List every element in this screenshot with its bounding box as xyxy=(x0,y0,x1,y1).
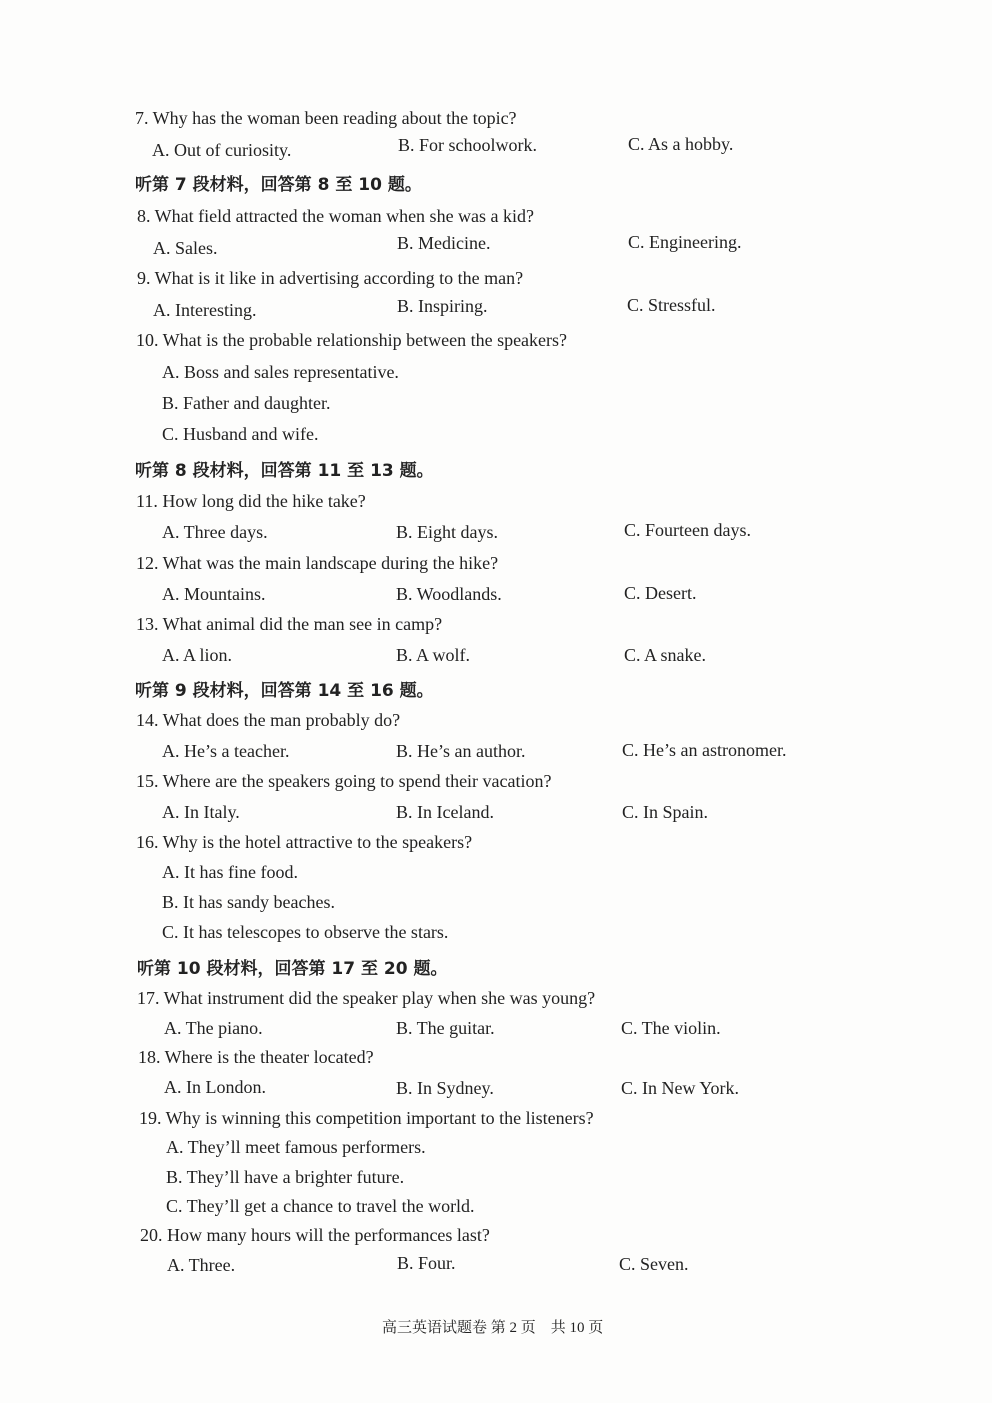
question-7: 7. Why has the woman been reading about the topic? xyxy=(135,108,517,128)
question-17-option-b: B. The guitar. xyxy=(396,1018,495,1038)
question-16-option-a: A. It has fine food. xyxy=(162,862,298,882)
question-17-option-c: C. The violin. xyxy=(621,1018,721,1038)
question-18-option-c: C. In New York. xyxy=(621,1078,740,1098)
question-9-option-a: A. Interesting. xyxy=(153,300,257,320)
question-20-option-a: A. Three. xyxy=(167,1255,236,1275)
question-8: 8. What field attracted the woman when she was a kid? xyxy=(137,206,535,226)
question-19: 19. Why is winning this competition important to the listeners? xyxy=(139,1108,594,1128)
question-18: 18. Where is the theater located? xyxy=(138,1047,374,1067)
question-10-option-c: C. Husband and wife. xyxy=(162,424,319,444)
question-19-option-a: A. They’ll meet famous performers. xyxy=(166,1137,426,1157)
question-15-option-a: A. In Italy. xyxy=(162,802,240,822)
question-11-option-a: A. Three days. xyxy=(162,522,268,542)
question-13: 13. What animal did the man see in camp? xyxy=(136,614,443,634)
section-7-heading: 听第 7 段材料，回答第 8 至 10 题。 xyxy=(135,175,422,195)
section-9-heading: 听第 9 段材料，回答第 14 至 16 题。 xyxy=(135,681,434,701)
question-16-option-b: B. It has sandy beaches. xyxy=(162,892,335,912)
question-20: 20. How many hours will the performances last? xyxy=(140,1225,490,1245)
question-11-option-c: C. Fourteen days. xyxy=(624,520,751,540)
question-11: 11. How long did the hike take? xyxy=(136,491,366,511)
question-7-option-c: C. As a hobby. xyxy=(628,134,734,154)
question-12: 12. What was the main landscape during the hike? xyxy=(136,553,499,573)
question-12-option-b: B. Woodlands. xyxy=(396,584,502,604)
question-17: 17. What instrument did the speaker play when she was young? xyxy=(137,988,596,1008)
question-11-option-b: B. Eight days. xyxy=(396,522,498,542)
question-13-option-c: C. A snake. xyxy=(624,645,707,665)
question-17-option-a: A. The piano. xyxy=(164,1018,263,1038)
page-footer: 高三英语试题卷 第 2 页 共 10 页 xyxy=(382,1320,604,1336)
question-8-option-b: B. Medicine. xyxy=(397,233,491,253)
question-7-option-a: A. Out of curiosity. xyxy=(152,140,292,160)
question-8-option-c: C. Engineering. xyxy=(628,232,742,252)
question-16: 16. Why is the hotel attractive to the speakers? xyxy=(136,832,473,852)
question-19-option-b: B. They’ll have a brighter future. xyxy=(166,1167,405,1187)
question-14: 14. What does the man probably do? xyxy=(136,710,401,730)
question-14-option-a: A. He’s a teacher. xyxy=(162,741,290,761)
question-19-option-c: C. They’ll get a chance to travel the world. xyxy=(166,1196,475,1216)
question-13-option-a: A. A lion. xyxy=(162,645,233,665)
section-8-heading: 听第 8 段材料，回答第 11 至 13 题。 xyxy=(135,461,434,481)
question-14-option-b: B. He’s an author. xyxy=(396,741,526,761)
question-8-option-a: A. Sales. xyxy=(153,238,218,258)
question-13-option-b: B. A wolf. xyxy=(396,645,471,665)
question-18-option-a: A. In London. xyxy=(164,1077,266,1097)
question-16-option-c: C. It has telescopes to observe the stars. xyxy=(162,922,449,942)
question-20-option-c: C. Seven. xyxy=(619,1254,689,1274)
question-20-option-b: B. Four. xyxy=(397,1253,456,1273)
question-12-option-a: A. Mountains. xyxy=(162,584,266,604)
question-10-option-b: B. Father and daughter. xyxy=(162,393,331,413)
question-9-option-c: C. Stressful. xyxy=(627,295,716,315)
question-18-option-b: B. In Sydney. xyxy=(396,1078,494,1098)
question-14-option-c: C. He’s an astronomer. xyxy=(622,740,787,760)
section-10-heading: 听第 10 段材料，回答第 17 至 20 题。 xyxy=(137,959,448,979)
question-10: 10. What is the probable relationship between the speakers? xyxy=(136,330,568,350)
question-9: 9. What is it like in advertising according to the man? xyxy=(137,268,524,288)
question-15-option-c: C. In Spain. xyxy=(622,802,709,822)
question-9-option-b: B. Inspiring. xyxy=(397,296,488,316)
question-12-option-c: C. Desert. xyxy=(624,583,697,603)
question-15: 15. Where are the speakers going to spend their vacation? xyxy=(136,771,552,791)
question-7-option-b: B. For schoolwork. xyxy=(398,135,537,155)
question-10-option-a: A. Boss and sales representative. xyxy=(162,362,399,382)
question-15-option-b: B. In Iceland. xyxy=(396,802,494,822)
